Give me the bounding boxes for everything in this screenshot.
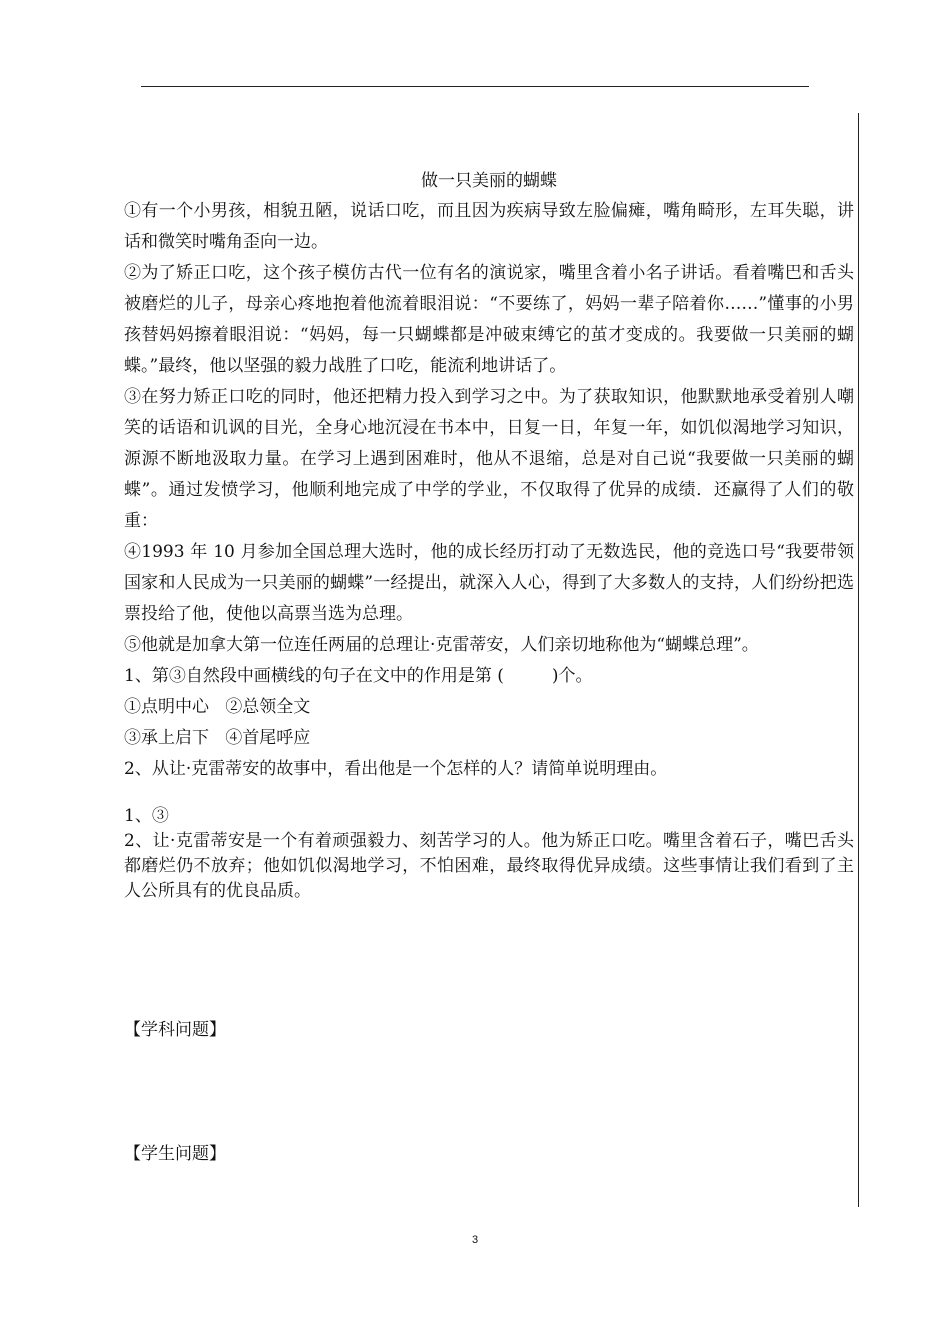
document-body [124,166,854,904]
paragraph-1: ①有一个小男孩，相貌丑陋，说话口吃，而且因为疾病导致左脸偏瘫，嘴角畸形，左耳失聪，讲话和微笑时嘴角歪向一边。 [124,201,854,252]
question-1-options-a: ①点明中心 ②总领全文 [124,697,311,717]
paragraph-4: ④1993 年 10 月参加全国总理大选时，他的成长经历打动了无数选民，他的竞选口号“我要带领国家和人民成为一只美丽的蝴蝶”一经提出，就深入人心，得到了大多数人的支持，人们纷纷把选票投给了他，使他以高票当选为总理。 [124,542,854,624]
question-2: 2、从让·克雷蒂安的故事中，看出他是一个怎样的人？请简单说明理由。 [124,759,668,779]
paragraph-2: ②为了矫正口吃，这个孩子模仿古代一位有名的演说家，嘴里含着小名子讲话。看着嘴巴和舌头被磨烂的儿子，母亲心疼地抱着他流着眼泪说：“不要练了，妈妈一辈子陪着你……”懂事的小男孩替妈妈擦着眼泪说：“妈妈，每一只蝴蝶都是冲破束缚它的茧才变成的。我要做一只美丽的蝴蝶。”最终，他以坚强的毅力战胜了口吃，能流利地讲话了。 [124,263,854,376]
paragraph-3: ③在努力矫正口吃的同时，他还把精力投入到学习之中。为了获取知识，他默默地承受着别人嘲笑的话语和讥讽的目光，全身心地沉浸在书本中，日复一日，年复一年，如饥似渴地学习知识，源源不断地汲取力量。在学习上遇到困难时，他从不退缩，总是对自己说“我要做一只美丽的蝴蝶”。通过发愤学习，他顺利地完成了中学的学业，不仅取得了优异的成绩．还赢得了人们的敬重： [124,387,854,531]
answer-2: 2、让·克雷蒂安是一个有着顽强毅力、刻苦学习的人。他为矫正口吃。嘴里含着石子，嘴巴舌头都磨烂仍不放弃；他如饥似渴地学习，不怕困难，最终取得优异成绩。这些事情让我们看到了主人公所具有的优良品质。 [124,831,854,901]
answer-1: 1、③ [124,806,169,826]
subject-problems-heading: 【学科问题】 [124,1020,226,1040]
passage-title: 做一只美丽的蝴蝶 [421,171,557,191]
page-number: 3 [471,1234,479,1246]
paragraph-5: ⑤他就是加拿大第一位连任两届的总理让·克雷蒂安，人们亲切地称他为“蝴蝶总理”。 [124,635,759,655]
header-rule [141,86,809,87]
question-1-options-b: ③承上启下 ④首尾呼应 [124,728,311,748]
student-problems-heading: 【学生问题】 [124,1144,226,1164]
question-1 [124,661,854,692]
margin-rule [858,113,859,1207]
answer-block [124,804,854,904]
question-1-prefix: 1、第③自然段中画横线的句子在文中的作用是第 ( [124,666,504,686]
question-1-suffix: )个。 [551,666,593,686]
